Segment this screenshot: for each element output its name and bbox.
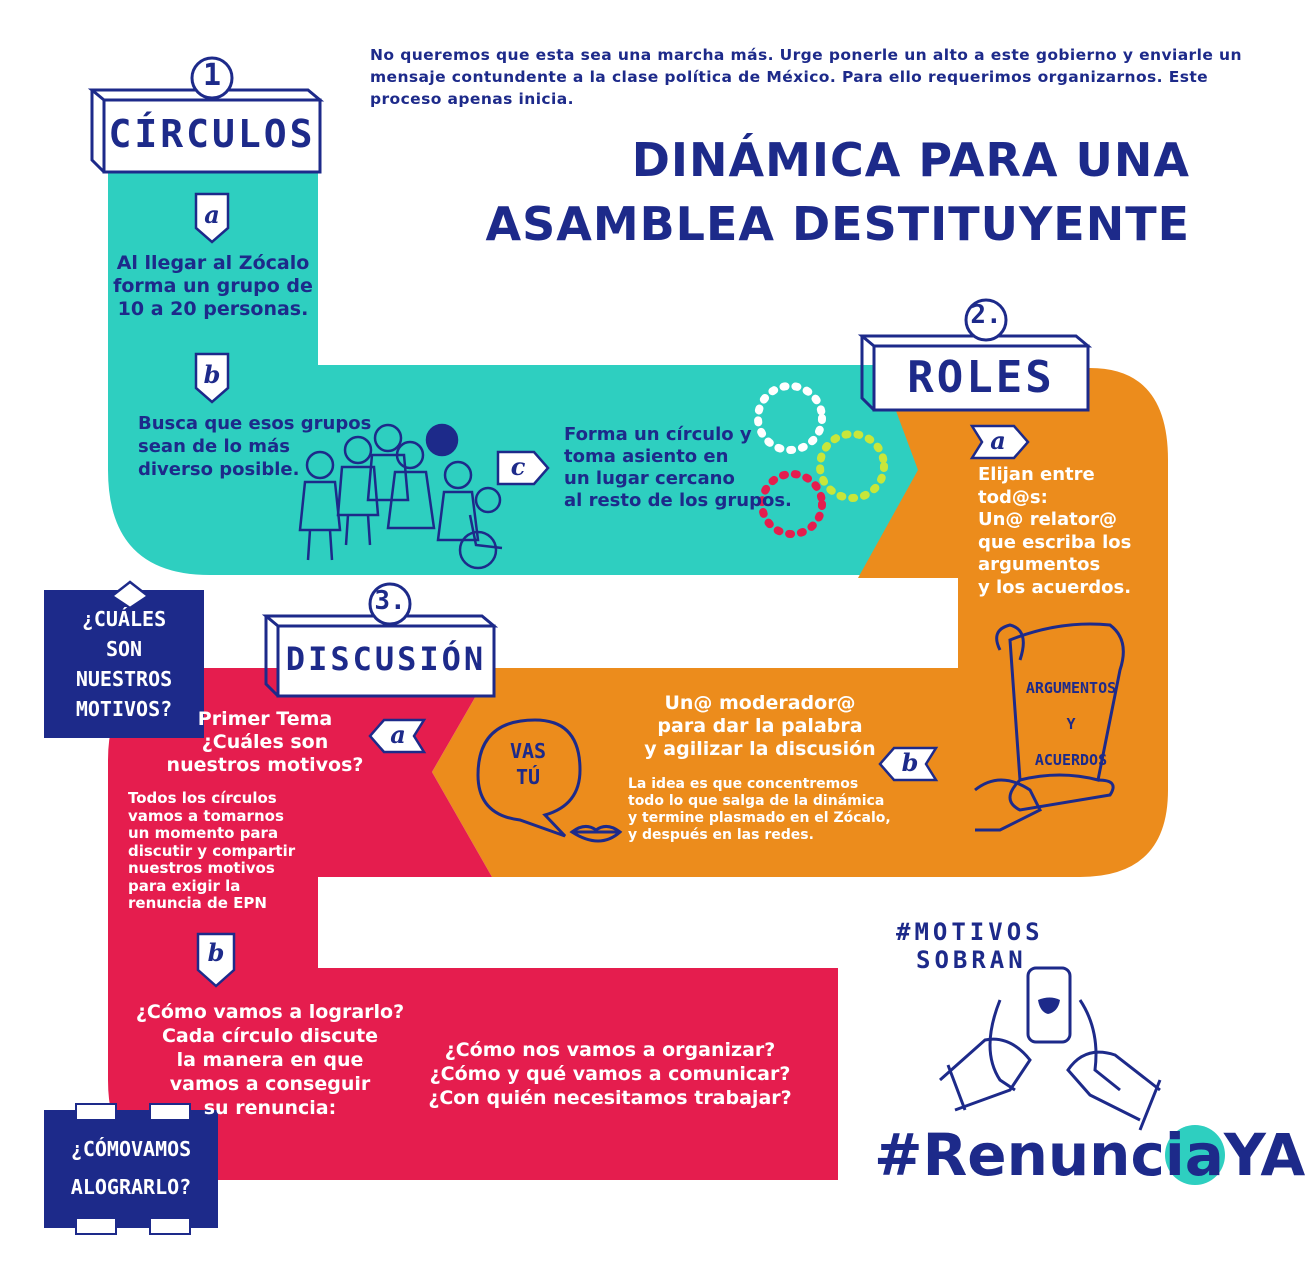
scroll-line: ARGUMENTOS <box>1025 679 1117 697</box>
sign-line: ¿CÓMOVAMOS <box>70 1137 192 1161</box>
text-line: La idea es que concentremos <box>628 776 859 792</box>
roles-b-note <box>628 776 928 844</box>
text-line: al resto de los grupos. <box>564 490 792 511</box>
text-line: renuncia de EPN <box>128 894 267 912</box>
sign-line: MOTIVOS? <box>75 697 173 721</box>
scroll-line: Y <box>1066 715 1076 733</box>
hashtag-line: SOBRAN <box>916 946 1027 974</box>
text-line: Cada círculo discute <box>161 1025 379 1047</box>
text-line: un momento para <box>128 824 279 842</box>
discusion-a-letter: a <box>390 720 406 749</box>
text-line: Un@ moderador@ <box>664 692 856 714</box>
discusion-b-letter: b <box>207 938 225 967</box>
text-line: para exigir la <box>128 876 241 895</box>
circulos-b-letter: b <box>203 360 221 389</box>
hashtag-ya: YA <box>1223 1121 1305 1189</box>
discusion-a-text <box>128 790 318 913</box>
section-2-number: 2. <box>970 300 1002 330</box>
discusion-label: DISCUSIÓN <box>285 640 487 678</box>
hashtag-line: #MOTIVOS <box>896 918 1044 946</box>
circulos-a-letter: a <box>204 200 220 229</box>
hashtag-renuncia-ya <box>874 1121 1305 1189</box>
roles-label: ROLES <box>907 352 1055 403</box>
text-line: Busca que esos grupos <box>138 413 372 434</box>
title-line-1: DINÁMICA PARA UNA <box>631 133 1190 187</box>
text-line: Un@ relator@ <box>978 509 1117 530</box>
text-line: nuestros motivos <box>128 859 275 877</box>
text-line: y después en las redes. <box>628 827 814 843</box>
roles-b-letter: b <box>901 748 919 777</box>
text-line: ¿Cómo vamos a lograrlo? <box>135 1001 405 1023</box>
intro-text: No queremos que esta sea una marcha más. Urge ponerle un alto a este gobierno y enviarle un mensaje contundente a la clase política de México. Para ello requerimos organizarnos. Este proceso apenas inicia. <box>370 46 1242 108</box>
circulos-b-text <box>138 412 378 481</box>
circulos-c-text <box>564 424 804 512</box>
scroll-text <box>1016 670 1126 778</box>
sign-line: ALOGRARLO? <box>70 1175 192 1199</box>
text-line: vamos a tomarnos <box>128 806 284 825</box>
circulos-c-letter: c <box>510 452 526 481</box>
hashtag-renuncia: #Renuncia <box>874 1121 1224 1189</box>
question-line: ¿Cómo y qué vamos a comunicar? <box>429 1063 791 1085</box>
text-line: sean de lo más <box>138 436 290 457</box>
circulos-a-text <box>108 252 318 321</box>
text-line: discutir y compartir <box>128 841 296 860</box>
text-line: Elijan entre <box>978 464 1095 485</box>
scroll-line: ACUERDOS <box>1034 751 1108 769</box>
sign-line: NUESTROS <box>75 667 173 691</box>
text-line: diverso posible. <box>138 459 300 480</box>
text-line: y agilizar la discusión <box>644 738 876 760</box>
text-line: vamos a conseguir <box>169 1073 371 1095</box>
bubble-text <box>486 738 570 790</box>
bird-icon <box>1038 998 1060 1015</box>
text-line: la manera en que <box>176 1049 364 1071</box>
text-line: toma asiento en <box>564 446 729 467</box>
text-line: forma un grupo de <box>113 275 313 297</box>
text-line: Todos los círculos <box>128 789 277 807</box>
text-line: Al llegar al Zócalo <box>116 252 310 274</box>
roles-a-text <box>978 464 1158 599</box>
hashtag-motivos <box>896 918 1076 974</box>
bubble-line: TÚ <box>515 765 541 789</box>
text-line: tod@s: <box>978 486 1048 508</box>
text-line: un lugar cercano <box>564 468 735 489</box>
text-line: Forma un círculo y <box>564 424 752 445</box>
section-3-number: 3. <box>374 586 406 616</box>
roles-b-text <box>620 692 900 761</box>
circulos-label: CÍRCULOS <box>108 112 316 156</box>
motivos-sign-text <box>44 604 204 724</box>
title-line-2: ASAMBLEA DESTITUYENTE <box>485 197 1190 251</box>
question-line: ¿Cómo nos vamos a organizar? <box>444 1039 776 1061</box>
discusion-b-text <box>120 1000 420 1120</box>
bubble-line: VAS <box>509 739 547 763</box>
text-line: ¿Cuáles son <box>201 731 329 753</box>
lograrlo-sign-text <box>44 1130 218 1206</box>
question-line: ¿Con quién necesitamos trabajar? <box>428 1087 792 1109</box>
text-line: su renuncia: <box>203 1097 337 1119</box>
roles-a-letter: a <box>990 426 1006 455</box>
page-title <box>470 128 1190 256</box>
text-line: que escriba los <box>978 531 1132 553</box>
sign-line: ¿CUÁLES <box>81 607 167 631</box>
text-line: y termine plasmado en el Zócalo, <box>628 810 891 826</box>
text-line: argumentos <box>978 554 1101 575</box>
text-line: nuestros motivos? <box>166 754 364 776</box>
discusion-questions <box>410 1038 810 1110</box>
text-line: todo lo que salga de la dinámica <box>628 793 885 809</box>
text-line: para dar la palabra <box>657 715 863 737</box>
text-line: Primer Tema <box>197 708 333 730</box>
phone-in-hands-icon <box>940 968 1160 1130</box>
text-line: y los acuerdos. <box>978 576 1132 598</box>
text-line: 10 a 20 personas. <box>117 298 309 320</box>
sign-line: SON <box>105 637 143 661</box>
section-1-number: 1 <box>202 58 222 93</box>
